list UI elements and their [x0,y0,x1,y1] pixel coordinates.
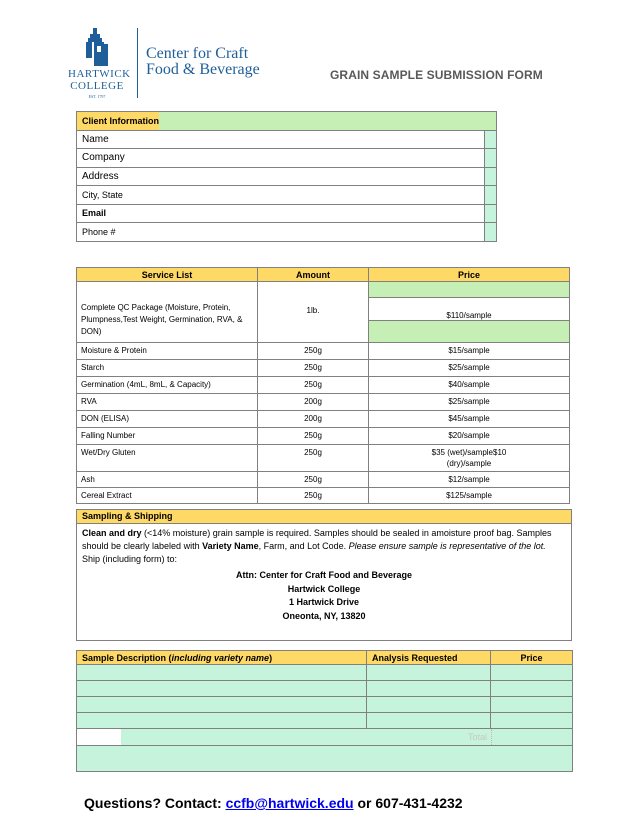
sampling-text1: (<14% moisture) grain sample is required. Samples should be sealed in amoisture proof bag. Samples should be clearly labeled with [82,528,552,551]
brand-name [146,46,260,78]
address-line2: Hartwick College [287,583,361,594]
client-label-email: Email [77,204,485,223]
client-label-city: City, State [77,186,485,205]
sample-desc-field[interactable] [77,697,367,713]
service-row-name: Starch [77,359,258,376]
sampling-text2: , Farm, and Lot Code. [258,541,349,551]
phone-field[interactable] [484,223,496,242]
service-row-amount: 250g [258,487,369,503]
service-row-amount: 200g [258,410,369,427]
service-row-name: Germination (4mL, 8mL, & Capacity) [77,376,258,393]
logo-line2: COLLEGE [70,80,124,92]
service-row-name: Cereal Extract [77,487,258,503]
contact-suffix: or 607-431-4232 [353,795,463,811]
amount-blank-cell [258,282,369,298]
clean-dry-text: Clean and dry [82,528,142,538]
total-blank [77,729,121,745]
form-title: GRAIN SAMPLE SUBMISSION FORM [330,68,543,82]
service-list-table [76,267,570,504]
analysis-field[interactable] [367,681,491,697]
sample-price-field[interactable] [491,681,573,697]
variety-name-text: Variety Name [202,541,259,551]
sampling-shipping-box [76,509,572,641]
service-row-price: $45/sample [369,410,570,427]
service-row-name: RVA [77,393,258,410]
analysis-field[interactable] [367,697,491,713]
sample-price-field[interactable] [491,697,573,713]
client-label-phone: Phone # [77,223,485,242]
client-heading-fill [159,112,497,131]
analysis-requested-header: Analysis Requested [367,651,491,665]
service-row-amount: 200g [258,393,369,410]
price-header: Price [369,268,570,282]
service-row-price: $25/sample [369,393,570,410]
service-row-name: Ash [77,471,258,487]
service-row-amount: 250g [258,342,369,359]
service-row-name: Moisture & Protein [77,342,258,359]
service-row-amount: 250g [258,427,369,444]
logo-est: EST. 1797 [88,94,106,99]
service-row-price: $35 (wet)/sample$10 (dry)/sample [369,444,570,471]
service-row-price: $15/sample [369,342,570,359]
analysis-field[interactable] [367,665,491,681]
price-fill-top [369,282,570,298]
total-label: Total [121,729,491,745]
name-field[interactable] [484,130,496,149]
sampling-italic-note: Please ensure sample is representative of the lot. [348,541,546,551]
desc-head-text: Sample Description ( [82,652,172,663]
brand-line2: Food & Beverage [146,61,260,78]
qc-package-name: Complete QC Package (Moisture, Protein, Plumpness,Test Weight, Germination, RVA, & DON) [77,298,258,343]
contact-email-link[interactable]: ccfb@hartwick.edu [225,795,354,811]
sample-price-field[interactable] [491,713,573,729]
service-row-price: $20/sample [369,427,570,444]
service-row-name: Wet/Dry Gluten [77,444,258,471]
address-field[interactable] [484,167,496,186]
shipping-address [82,569,566,623]
service-list-header: Service List [77,268,258,282]
sample-description-header [77,651,367,665]
sample-desc-field[interactable] [77,665,367,681]
notes-field[interactable] [77,746,573,772]
service-blank-cell [77,282,258,298]
hartwick-logo [68,28,131,99]
sample-price-field[interactable] [491,665,573,681]
service-row-amount: 250g [258,359,369,376]
service-row-price: $25/sample [369,359,570,376]
ship-instruction: Ship (including form) to: [82,554,178,564]
service-row-amount: 250g [258,376,369,393]
price-fill-bottom [369,321,570,342]
logo-line1: HARTWICK [68,68,131,80]
desc-head-end: ) [269,652,273,663]
address-line3: 1 Hartwick Drive [288,597,360,607]
email-field[interactable] [484,204,496,223]
hartwick-tower-icon [82,28,112,66]
sample-desc-field[interactable] [77,681,367,697]
city-state-field[interactable] [484,186,496,205]
amount-header: Amount [258,268,369,282]
client-label-name: Name [77,130,485,149]
client-label-address: Address [77,167,485,186]
analysis-field[interactable] [367,713,491,729]
desc-head-italic: including variety name [171,652,270,663]
brand-line1: Center for Craft [146,45,249,62]
sample-desc-field[interactable] [77,713,367,729]
client-info-heading: Client Information [77,112,160,131]
service-row-amount: 250g [258,444,369,471]
service-row-price: $125/sample [369,487,570,503]
service-row-price: $40/sample [369,376,570,393]
sample-price-header: Price [491,651,573,665]
qc-package-amount: 1lb. [258,298,369,343]
service-row-name: Falling Number [77,427,258,444]
total-row [77,729,573,746]
sample-description-table [76,650,573,772]
address-line1: Attn: Center for Craft Food and Beverage [235,570,412,580]
client-info-table [76,111,497,242]
address-line4: Oneonta, NY, 13820 [282,610,366,621]
service-row-price: $12/sample [369,471,570,487]
logo-divider [137,28,138,98]
sampling-body [77,524,571,626]
contact-prefix: Questions? Contact: [84,795,226,811]
sampling-heading: Sampling & Shipping [77,510,571,524]
company-field[interactable] [484,149,496,168]
service-row-name: DON (ELISA) [77,410,258,427]
qc-package-price: $110/sample [369,298,570,321]
client-label-company: Company [77,149,485,168]
total-field[interactable] [491,729,572,745]
service-row-amount: 250g [258,471,369,487]
contact-line [84,795,463,811]
